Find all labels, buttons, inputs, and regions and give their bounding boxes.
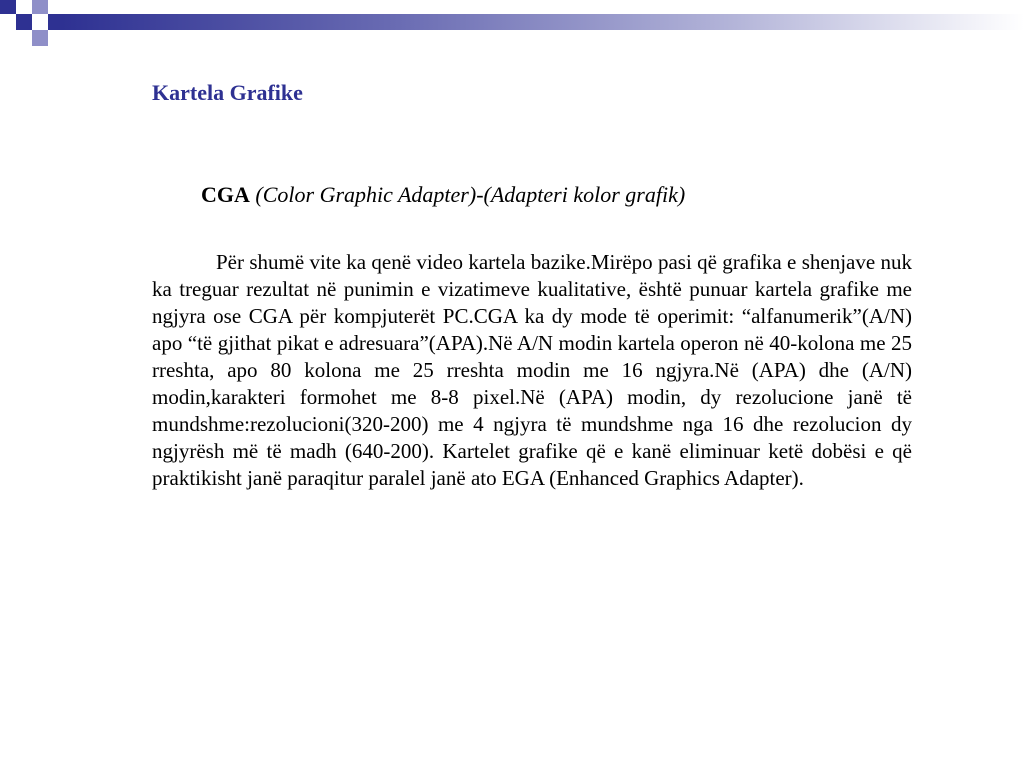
- decorative-square: [32, 14, 48, 30]
- decorative-square: [16, 0, 32, 14]
- subtitle-acronym: CGA: [201, 182, 250, 207]
- decorative-square: [48, 14, 62, 30]
- decorative-square: [48, 0, 62, 14]
- decorative-square: [16, 14, 32, 30]
- header-gradient-bar: [62, 14, 1024, 30]
- decorative-square: [0, 0, 16, 14]
- slide-title: Kartela Grafike: [152, 80, 303, 105]
- slide-subtitle: [201, 182, 685, 208]
- decorative-square: [32, 0, 48, 14]
- subtitle-expansion: (Color Graphic Adapter)-(Adapteri kolor grafik): [255, 182, 686, 207]
- body-paragraph: Për shumë vite ka qenë video kartela bazike.Mirëpo pasi që grafika e shenjave nuk ka treguar rezultat në punimin e vizatimeve kualitative, është punuar kartela grafike me ngjyra ose CGA për kompjuterët PC.CGA ka dy mode të operimit: “alfanumerik”(A/N) apo “të gjithat pikat e adresuara”(APA).Në A/N modin kartela operon në 40-kolona me 25 rreshta, apo 80 kolona me 25 rreshta modin me 16 ngjyra.Në (APA) dhe (A/N) modin,karakteri formohet me 8-8 pixel.Në (APA) modin, dy rezolucione janë të mundshme:rezolucioni(320-200) me 4 ngjyra të mundshme nga 16 dhe rezolucion dy ngjyrësh më të madh (640-200). Kartelet grafike që e kanë eliminuar ketë dobësi e që praktikisht janë paraqitur paralel janë ato EGA (Enhanced Graphics Adapter).: [152, 250, 912, 490]
- decorative-square: [32, 30, 48, 46]
